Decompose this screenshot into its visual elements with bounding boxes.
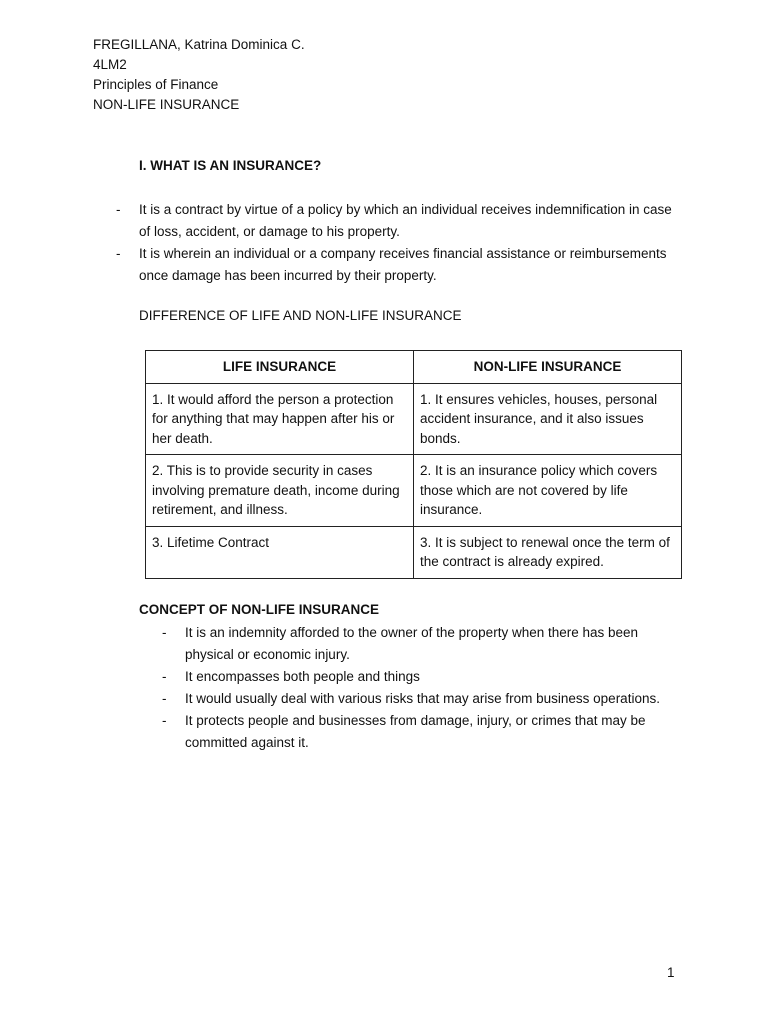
bullet-dash: - — [162, 625, 167, 640]
table-row — [146, 526, 682, 578]
table-cell: 2. It is an insurance policy which covers those which are not covered by life insurance. — [414, 455, 682, 527]
list-item — [162, 666, 682, 688]
bullet-dash: - — [116, 202, 121, 217]
table-cell: 1. It ensures vehicles, houses, personal accident insurance, and it also issues bonds. — [414, 383, 682, 455]
concept-heading: CONCEPT OF NON-LIFE INSURANCE — [139, 602, 380, 617]
bullet-text: It is a contract by virtue of a policy by which an individual receives indemnification in case of loss, accident, or damage to his property. — [139, 202, 672, 239]
bullet-dash: - — [116, 246, 121, 261]
bullet-text: It protects people and businesses from damage, injury, or crimes that may be committed against it. — [185, 713, 646, 750]
table-cell: 1. It would afford the person a protection for anything that may happen after his or her death. — [146, 383, 414, 455]
what-is-insurance-list — [116, 199, 676, 287]
bullet-text: It is an indemnity afforded to the owner of the property when there has been physical or economic injury. — [185, 625, 639, 662]
comparison-table — [145, 350, 682, 579]
concept-list — [162, 622, 682, 754]
table-row — [146, 455, 682, 527]
bullet-dash: - — [162, 669, 167, 684]
what-is-insurance-heading: I. WHAT IS AN INSURANCE? — [139, 158, 322, 173]
page-number: 1 — [667, 965, 675, 980]
table-cell: 2. This is to provide security in cases involving premature death, income during retirement, and illness. — [146, 455, 414, 527]
bullet-text: It would usually deal with various risks that may arise from business operations. — [185, 691, 660, 706]
document-header — [93, 35, 305, 115]
table-cell: 3. Lifetime Contract — [146, 526, 414, 578]
difference-title: DIFFERENCE OF LIFE AND NON-LIFE INSURANCE — [139, 308, 462, 323]
list-item — [162, 688, 682, 710]
table-cell: 3. It is subject to renewal once the term of the contract is already expired. — [414, 526, 682, 578]
table-header-row — [146, 351, 682, 384]
list-item — [162, 710, 682, 754]
author-name: FREGILLANA, Katrina Dominica C. — [93, 37, 305, 52]
column-header-life: LIFE INSURANCE — [146, 351, 414, 384]
class-section: 4LM2 — [93, 57, 127, 72]
bullet-text: It is wherein an individual or a company receives financial assistance or reimbursements once damage has been incurred by their property. — [139, 246, 667, 283]
bullet-text: It encompasses both people and things — [185, 669, 420, 684]
table-row — [146, 383, 682, 455]
bullet-dash: - — [162, 713, 167, 728]
column-header-non-life: NON-LIFE INSURANCE — [414, 351, 682, 384]
course-name: Principles of Finance — [93, 77, 219, 92]
bullet-dash: - — [162, 691, 167, 706]
list-item — [116, 199, 676, 243]
document-topic: NON-LIFE INSURANCE — [93, 97, 240, 112]
list-item — [116, 243, 676, 287]
list-item — [162, 622, 682, 666]
